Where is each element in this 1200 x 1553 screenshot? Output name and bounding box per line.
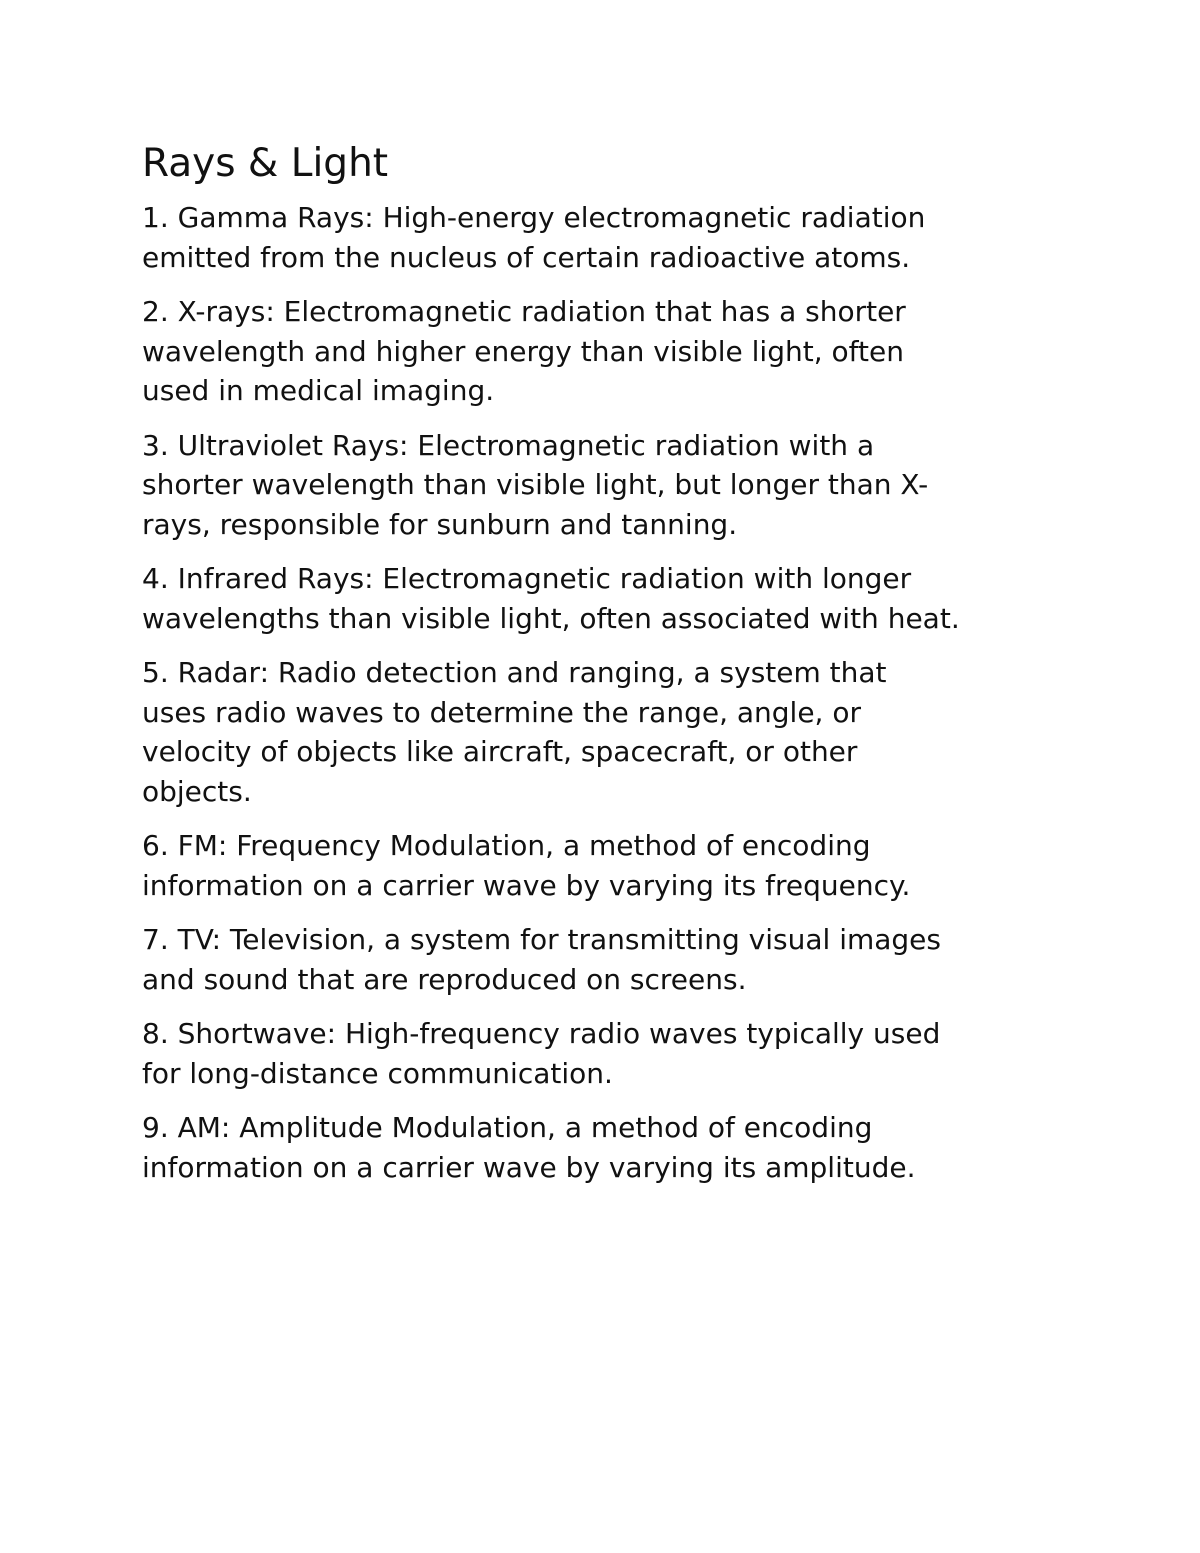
definition-gamma-rays: 1. Gamma Rays: High-energy electromagnetic radiation emitted from the nucleus of certain radioactive atoms. [142, 201, 926, 274]
definition-radar: 5. Radar: Radio detection and ranging, a system that uses radio waves to determine the range, angle, or velocity of objects like aircraft, spacecraft, or other objects. [142, 656, 887, 808]
definition-ultraviolet-rays: 3. Ultraviolet Rays: Electromagnetic radiation with a shorter wavelength than visible light, but longer than X- rays, responsible for sunburn and tanning. [142, 428, 929, 541]
definition-tv: 7. TV: Television, a system for transmitting visual images and sound that are reproduced on screens. [142, 923, 941, 996]
definition-x-rays: 2. X-rays: Electromagnetic radiation that has a shorter wavelength and higher energy than visible light, often used in medical imaging. [142, 295, 906, 407]
document-title: Rays & Light [142, 141, 389, 186]
definition-list [142, 198, 1072, 1187]
definition-shortwave: 8. Shortwave: High-frequency radio waves typically used for long-distance communication. [142, 1017, 941, 1090]
document-body [142, 138, 1072, 1202]
definition-am: 9. AM: Amplitude Modulation, a method of encoding information on a carrier wave by varying its amplitude. [142, 1111, 916, 1184]
definition-infrared-rays: 4. Infrared Rays: Electromagnetic radiation with longer wavelengths than visible light, often associated with heat. [142, 562, 960, 635]
definition-fm: 6. FM: Frequency Modulation, a method of encoding information on a carrier wave by varying its frequency. [142, 829, 911, 902]
